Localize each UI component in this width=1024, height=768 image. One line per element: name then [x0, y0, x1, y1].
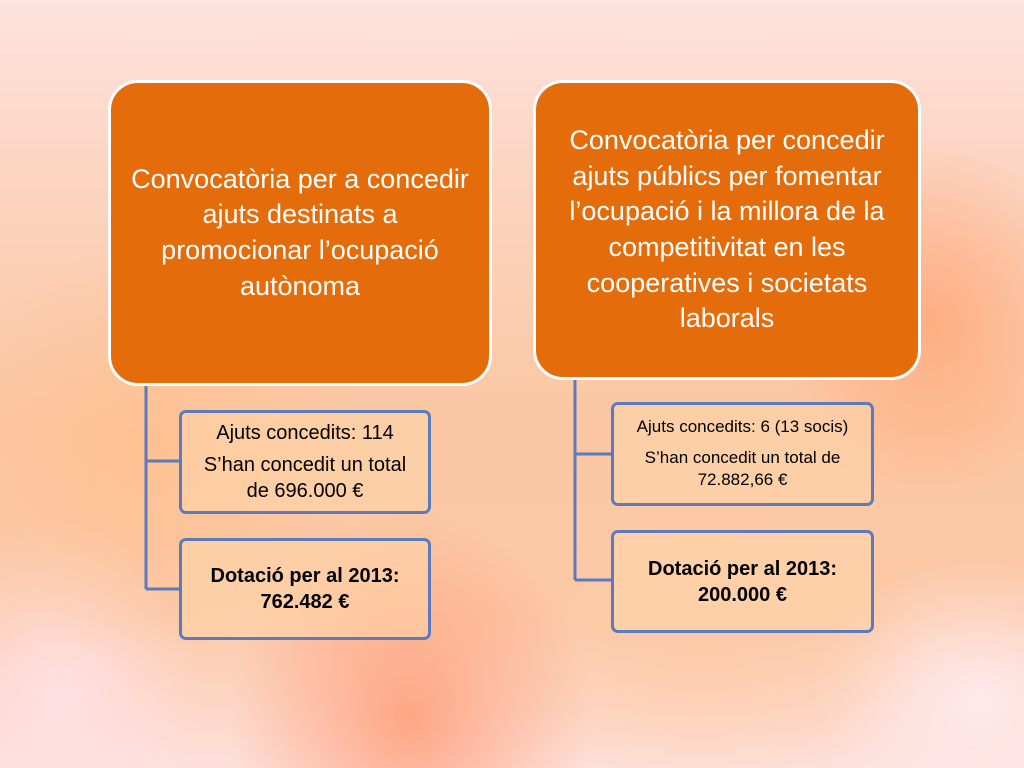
right-total-awarded: S’han concedit un total de 72.882,66 € — [644, 447, 841, 490]
right-ajuts-count: Ajuts concedits: 6 (13 socis) — [636, 416, 849, 436]
right-main-box — [533, 80, 921, 380]
right-ajuts-box — [611, 402, 874, 506]
left-dotacio-label: Dotació per al 2013: — [210, 565, 400, 587]
right-dotacio-value: 200.000 € — [698, 583, 787, 606]
left-dotacio-box — [179, 538, 431, 640]
left-main-title: Convocatòria per a concedir ajuts destinats a promocionar l’ocupació autònoma — [131, 163, 469, 301]
right-main-title: Convocatòria per concedir ajuts públics per fomentar l’ocupació i la millora de la competitivitat en les cooperatives i societats laborals — [569, 125, 885, 334]
left-main-box — [108, 80, 492, 386]
left-ajuts-count: Ajuts concedits: 114 — [216, 422, 394, 444]
left-total-awarded: S’han concedit un total de 696.000 € — [203, 454, 407, 502]
left-dotacio-value: 762.482 € — [260, 591, 350, 613]
left-ajuts-box — [179, 410, 431, 514]
right-dotacio-label: Dotació per al 2013: — [648, 557, 837, 580]
right-dotacio-box — [611, 530, 874, 633]
